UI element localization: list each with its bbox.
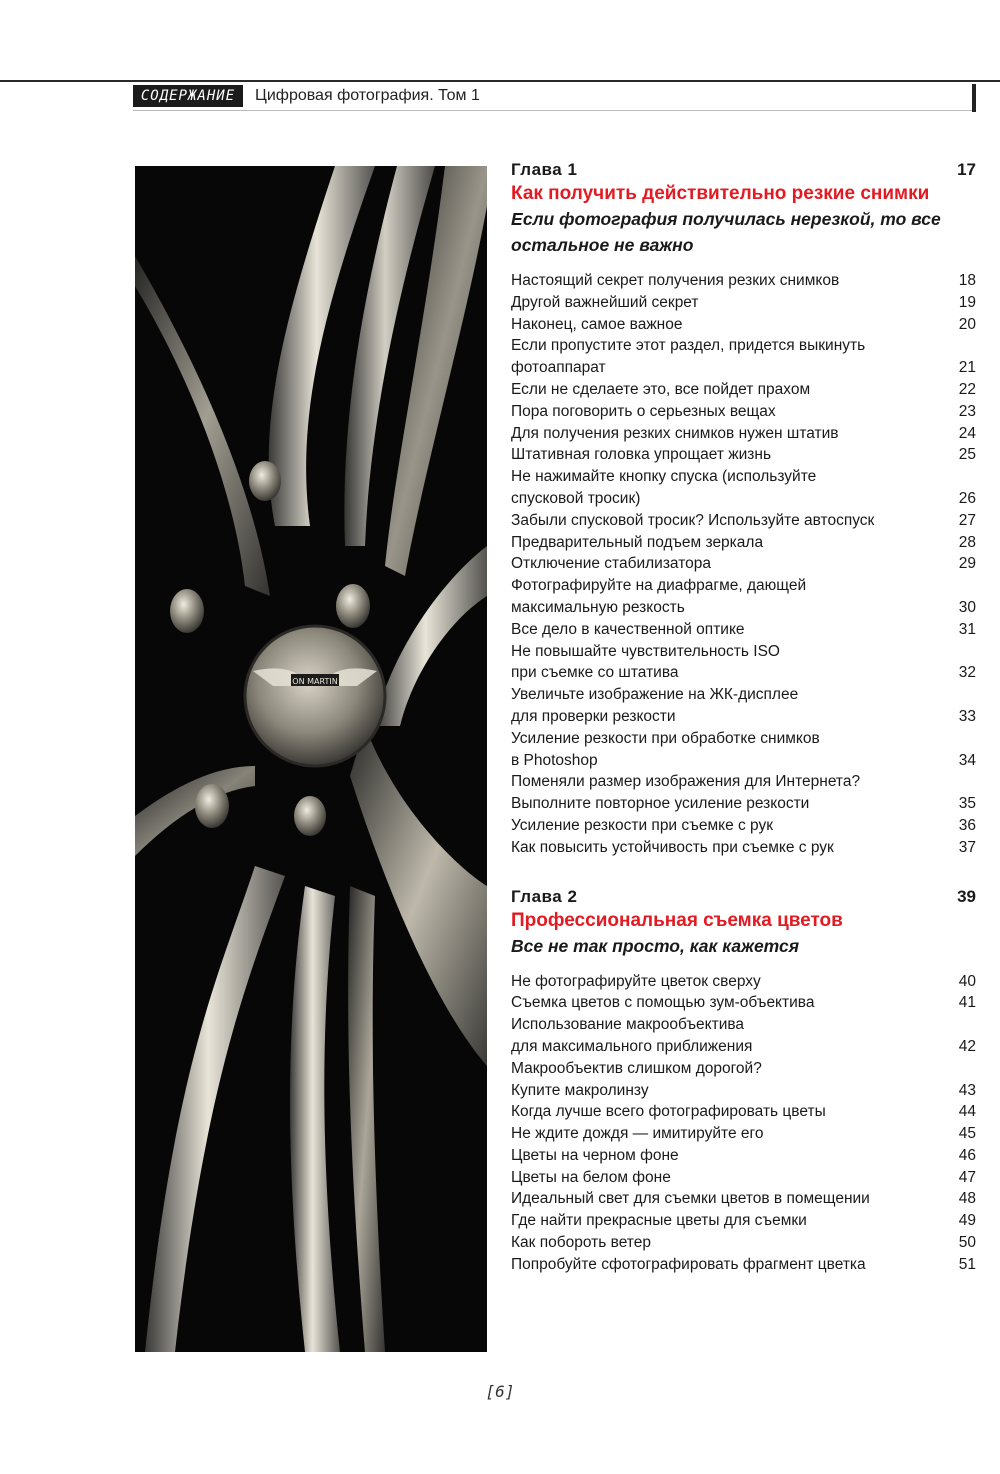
entry-line: Пора поговорить о серьезных вещах xyxy=(511,402,776,420)
chapter-subtitle xyxy=(511,933,976,959)
toc-entry[interactable] xyxy=(511,1014,976,1058)
entry-page: 23 xyxy=(958,402,976,420)
book-title: Цифровая фотография. Том 1 xyxy=(255,87,480,104)
entry-page: 42 xyxy=(958,1037,976,1055)
entry-line: Когда лучше всего фотографировать цветы xyxy=(511,1103,826,1121)
toc-entry[interactable] xyxy=(511,728,976,772)
entry-page: 20 xyxy=(958,315,976,333)
toc-entry[interactable] xyxy=(511,619,976,641)
chapter-page: 39 xyxy=(957,886,976,906)
entry-page: 36 xyxy=(958,816,976,834)
entry-line: Попробуйте сфотографировать фрагмент цветка xyxy=(511,1255,866,1273)
entry-line: Поменяли размер изображения для Интернета? xyxy=(511,773,861,791)
toc-entry[interactable] xyxy=(511,1145,976,1167)
toc-entry[interactable] xyxy=(511,466,976,510)
entry-line: Если не сделаете это, все пойдет прахом xyxy=(511,380,811,398)
logo-text: ON MARTIN xyxy=(292,677,338,686)
entry-line: Увеличьте изображение на ЖК-дисплее xyxy=(511,686,799,704)
toc-entry[interactable] xyxy=(511,771,976,815)
entry-page: 43 xyxy=(958,1081,976,1099)
entry-line: Для получения резких снимков нужен штатив xyxy=(511,424,839,442)
entry-line: Использование макрообъектива xyxy=(511,1016,745,1034)
chapter-label: Глава 1 xyxy=(511,160,578,179)
subtitle-line: остальное не важно xyxy=(511,235,694,255)
entry-page: 34 xyxy=(958,751,976,769)
entry-page: 30 xyxy=(958,598,976,616)
entry-page: 44 xyxy=(958,1103,976,1121)
toc-entry[interactable] xyxy=(511,1188,976,1210)
entry-line: Забыли спусковой тросик? Используйте автоспуск xyxy=(511,511,875,529)
entry-line: Штативная головка упрощает жизнь xyxy=(511,446,772,464)
entry-line: спусковой тросик) xyxy=(511,489,641,507)
entry-line: Идеальный свет для съемки цветов в помещении xyxy=(511,1190,870,1208)
entry-line: Наконец, самое важное xyxy=(511,315,683,333)
entry-page: 47 xyxy=(958,1168,976,1186)
section-badge: СОДЕРЖАНИЕ xyxy=(133,85,243,107)
entry-page: 26 xyxy=(958,489,976,507)
toc-entry[interactable] xyxy=(511,1123,976,1145)
toc-entry[interactable] xyxy=(511,992,976,1014)
entry-line: фотоаппарат xyxy=(511,359,606,377)
toc-entry[interactable] xyxy=(511,1058,976,1102)
entry-line: Все дело в качественной оптике xyxy=(511,620,745,638)
chapter-page: 17 xyxy=(957,160,976,179)
entry-line: Как побороть ветер xyxy=(511,1234,651,1252)
subtitle-line: Все не так просто, как кажется xyxy=(511,935,800,956)
toc-entry[interactable] xyxy=(511,641,976,685)
toc-entry[interactable] xyxy=(511,575,976,619)
entry-line: Не ждите дождя — имитируйте его xyxy=(511,1125,764,1143)
entry-page: 50 xyxy=(958,1234,976,1252)
toc-entry[interactable] xyxy=(511,1101,976,1123)
entry-page: 41 xyxy=(958,994,976,1012)
toc-entry[interactable] xyxy=(511,444,976,466)
chapter-header xyxy=(511,887,976,907)
chapter-block xyxy=(511,887,976,1276)
page-number: [6] xyxy=(485,1382,515,1401)
entry-page: 21 xyxy=(958,359,976,377)
toc-entry[interactable] xyxy=(511,553,976,575)
toc-entry[interactable] xyxy=(511,292,976,314)
entry-line: Цветы на белом фоне xyxy=(511,1168,671,1186)
running-header xyxy=(133,84,480,108)
entry-page: 45 xyxy=(958,1125,976,1143)
entry-line: Купите макролинзу xyxy=(511,1081,649,1099)
entry-page: 27 xyxy=(958,511,976,529)
entry-line: Настоящий секрет получения резких снимков xyxy=(511,272,840,289)
entry-list xyxy=(511,270,976,859)
entry-line: Не нажимайте кнопку спуска (используйте xyxy=(511,468,817,486)
entry-page: 51 xyxy=(958,1255,976,1273)
chapter-block xyxy=(511,160,976,859)
entry-page: 48 xyxy=(958,1190,976,1208)
entry-line: Цветы на черном фоне xyxy=(511,1146,679,1164)
toc-entry[interactable] xyxy=(511,1210,976,1232)
entry-page: 46 xyxy=(958,1146,976,1164)
entry-line: Как повысить устойчивость при съемке с рук xyxy=(511,838,834,856)
toc-entry[interactable] xyxy=(511,532,976,554)
header-rule xyxy=(133,110,975,111)
entry-page: 18 xyxy=(958,272,976,289)
toc-entry[interactable] xyxy=(511,510,976,532)
entry-line: для максимального приближения xyxy=(511,1037,753,1055)
top-rule xyxy=(0,80,1000,82)
toc-entry[interactable] xyxy=(511,335,976,379)
entry-line: максимальную резкость xyxy=(511,598,685,616)
chapter-label: Глава 2 xyxy=(511,886,578,906)
entry-page: 35 xyxy=(958,795,976,813)
entry-line: Макрообъектив слишком дорогой? xyxy=(511,1059,762,1077)
entry-page: 28 xyxy=(958,533,976,551)
entry-line: в Photoshop xyxy=(511,751,598,769)
chapter-subtitle xyxy=(511,206,976,258)
entry-page: 25 xyxy=(958,446,976,464)
toc-entry[interactable] xyxy=(511,1167,976,1189)
entry-line: Если пропустите этот раздел, придется выкинуть xyxy=(511,337,866,355)
entry-line: для проверки резкости xyxy=(511,707,676,725)
entry-page: 22 xyxy=(958,380,976,398)
entry-line: Усиление резкости при обработке снимков xyxy=(511,729,820,747)
entry-line: Предварительный подъем зеркала xyxy=(511,533,764,551)
chapter-title: Профессиональная съемка цветов xyxy=(511,909,843,931)
toc-entry[interactable] xyxy=(511,1232,976,1254)
toc-entry[interactable] xyxy=(511,401,976,423)
toc-entry[interactable] xyxy=(511,379,976,401)
entry-page: 37 xyxy=(958,838,976,856)
entry-page: 33 xyxy=(958,707,976,725)
toc-entry[interactable] xyxy=(511,971,976,993)
entry-line: Другой важнейший секрет xyxy=(511,293,699,311)
wheel-photo xyxy=(135,166,487,1352)
entry-page: 29 xyxy=(958,555,976,573)
entry-page: 24 xyxy=(958,424,976,442)
entry-page: 32 xyxy=(958,664,976,682)
entry-line: Не фотографируйте цветок сверху xyxy=(511,972,761,990)
entry-line: Где найти прекрасные цветы для съемки xyxy=(511,1212,807,1230)
header-tick xyxy=(972,84,976,112)
toc-entry[interactable] xyxy=(511,314,976,336)
entry-list xyxy=(511,971,976,1276)
toc-entry[interactable] xyxy=(511,270,976,292)
table-of-contents xyxy=(511,160,976,1276)
entry-line: Выполните повторное усиление резкости xyxy=(511,795,810,813)
entry-page: 31 xyxy=(958,620,976,638)
entry-line: Усиление резкости при съемке с рук xyxy=(511,816,774,834)
chapter-header xyxy=(511,160,976,180)
toc-entry[interactable] xyxy=(511,1254,976,1276)
toc-entry[interactable] xyxy=(511,684,976,728)
entry-page: 40 xyxy=(958,972,976,990)
entry-line: Отключение стабилизатора xyxy=(511,555,711,573)
toc-entry[interactable] xyxy=(511,423,976,445)
chapter-title: Как получить действительно резкие снимки xyxy=(511,183,930,204)
toc-entry[interactable] xyxy=(511,815,976,837)
entry-line: Не повышайте чувствительность ISO xyxy=(511,642,780,660)
entry-line: Съемка цветов с помощью зум-объектива xyxy=(511,994,815,1012)
subtitle-line: Если фотография получилась нерезкой, то все xyxy=(511,209,941,229)
entry-page: 49 xyxy=(958,1212,976,1230)
entry-line: при съемке со штатива xyxy=(511,664,679,682)
toc-entry[interactable] xyxy=(511,837,976,859)
entry-line: Фотографируйте на диафрагме, дающей xyxy=(511,577,807,595)
entry-page: 19 xyxy=(958,293,976,311)
